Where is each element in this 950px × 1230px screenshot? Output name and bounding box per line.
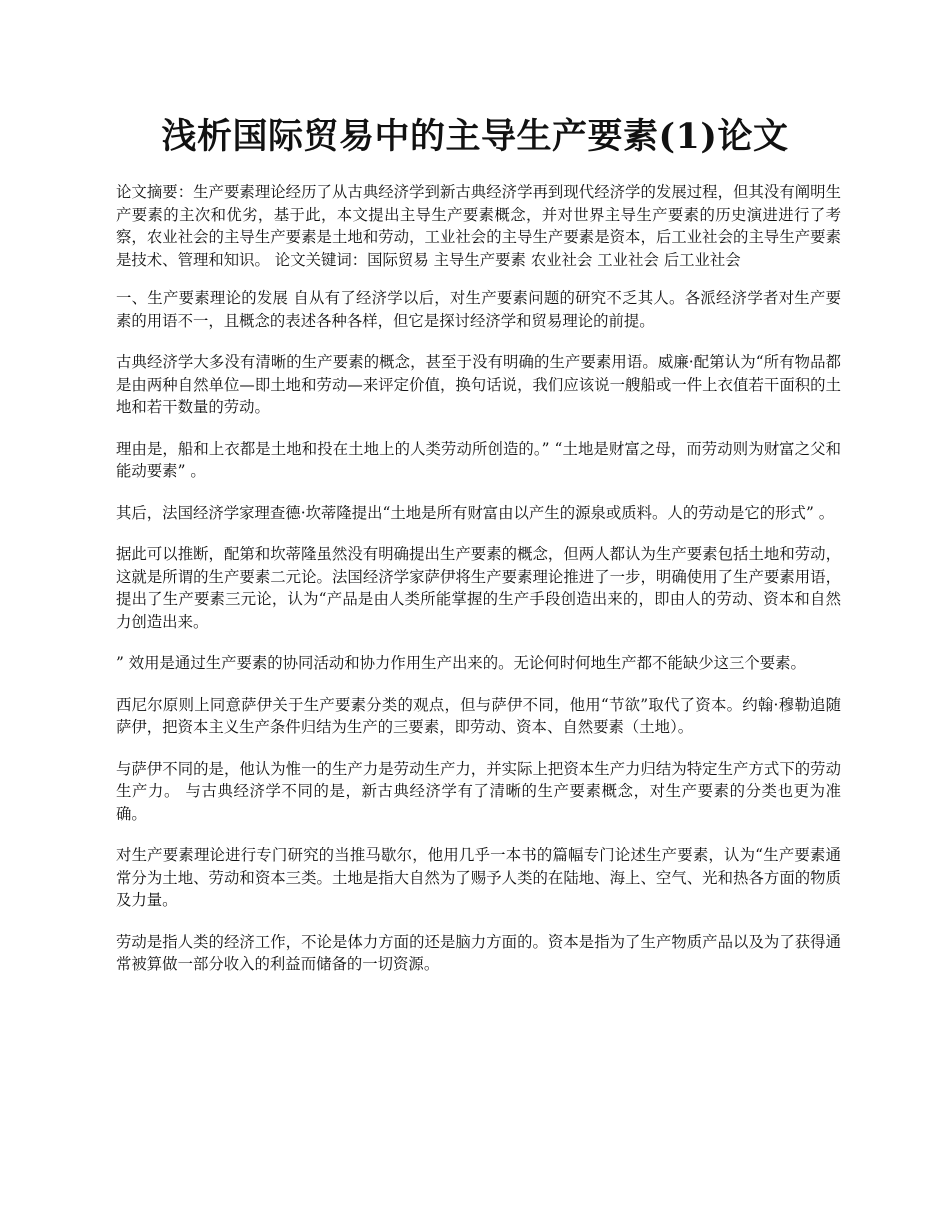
- body-paragraph: 据此可以推断，配第和坎蒂隆虽然没有明确提出生产要素的概念，但两人都认为生产要素包括土地和劳动，这就是所谓的生产要素二元论。法国经济学家萨伊将生产要素理论推进了一步，明确使用了生产要素用语，提出了生产要素三元论，认为“产品是由人类所能掌握的生产手段创造出来的，即由人的劳动、资本和自然力创造出来。: [116, 545, 841, 631]
- document-title: 浅析国际贸易中的主导生产要素(1)论文: [161, 116, 789, 157]
- body-paragraph: 与萨伊不同的是，他认为惟一的生产力是劳动生产力，并实际上把资本生产力归结为特定生产方式下的劳动生产力。 与古典经济学不同的是，新古典经济学有了清晰的生产要素概念，对生产要素的分类也更为准确。: [116, 759, 841, 823]
- abstract-paragraph: 论文摘要：生产要素理论经历了从古典经济学到新古典经济学再到现代经济学的发展过程，但其没有阐明生产要素的主次和优劣，基于此，本文提出主导生产要素概念，并对世界主导生产要素的历史演进进行了考察，农业社会的主导生产要素是土地和劳动，工业社会的主导生产要素是资本，后工业社会的主导生产要素是技术、管理和知识。 论文关键词：国际贸易 主导生产要素 农业社会 工业社会 后工业社会: [116, 183, 841, 269]
- document-body: [116, 181, 841, 995]
- body-paragraph: 古典经济学大多没有清晰的生产要素的概念，甚至于没有明确的生产要素用语。威廉·配第认为“所有物品都是由两种自然单位—即土地和劳动—来评定价值，换句话说，我们应该说一艘船或一件上衣值若干面积的土地和若干数量的劳动。: [116, 353, 841, 416]
- body-paragraph: 其后，法国经济学家理查德·坎蒂隆提出“土地是所有财富由以产生的源泉或质料。人的劳动是它的形式” 。: [116, 503, 835, 522]
- body-paragraph: 一、生产要素理论的发展 自从有了经济学以后，对生产要素问题的研究不乏其人。各派经济学者对生产要素的用语不一，且概念的表述各种各样，但它是探讨经济学和贸易理论的前提。: [116, 289, 841, 330]
- body-paragraph: 西尼尔原则上同意萨伊关于生产要素分类的观点，但与萨伊不同，他用“节欲”取代了资本。约翰·穆勒追随萨伊，把资本主义生产条件归结为生产的三要素，即劳动、资本、自然要素（土地）。: [116, 695, 841, 736]
- body-paragraph: 劳动是指人类的经济工作，不论是体力方面的还是脑力方面的。资本是指为了生产物质产品以及为了获得通常被算做一部分收入的利益而储备的一切资源。: [116, 932, 841, 973]
- body-paragraph: 理由是，船和上衣都是土地和投在土地上的人类劳动所创造的。” “土地是财富之母，而劳动则为财富之父和能动要素” 。: [116, 439, 841, 480]
- body-paragraph: 对生产要素理论进行专门研究的当推马歇尔，他用几乎一本书的篇幅专门论述生产要素，认为“生产要素通常分为土地、劳动和资本三类。土地是指大自然为了赐予人类的在陆地、海上、空气、光和热各方面的物质及力量。: [116, 846, 841, 909]
- body-paragraph: ” 效用是通过生产要素的协同活动和协力作用生产出来的。无论何时何地生产都不能缺少这三个要素。: [116, 654, 806, 672]
